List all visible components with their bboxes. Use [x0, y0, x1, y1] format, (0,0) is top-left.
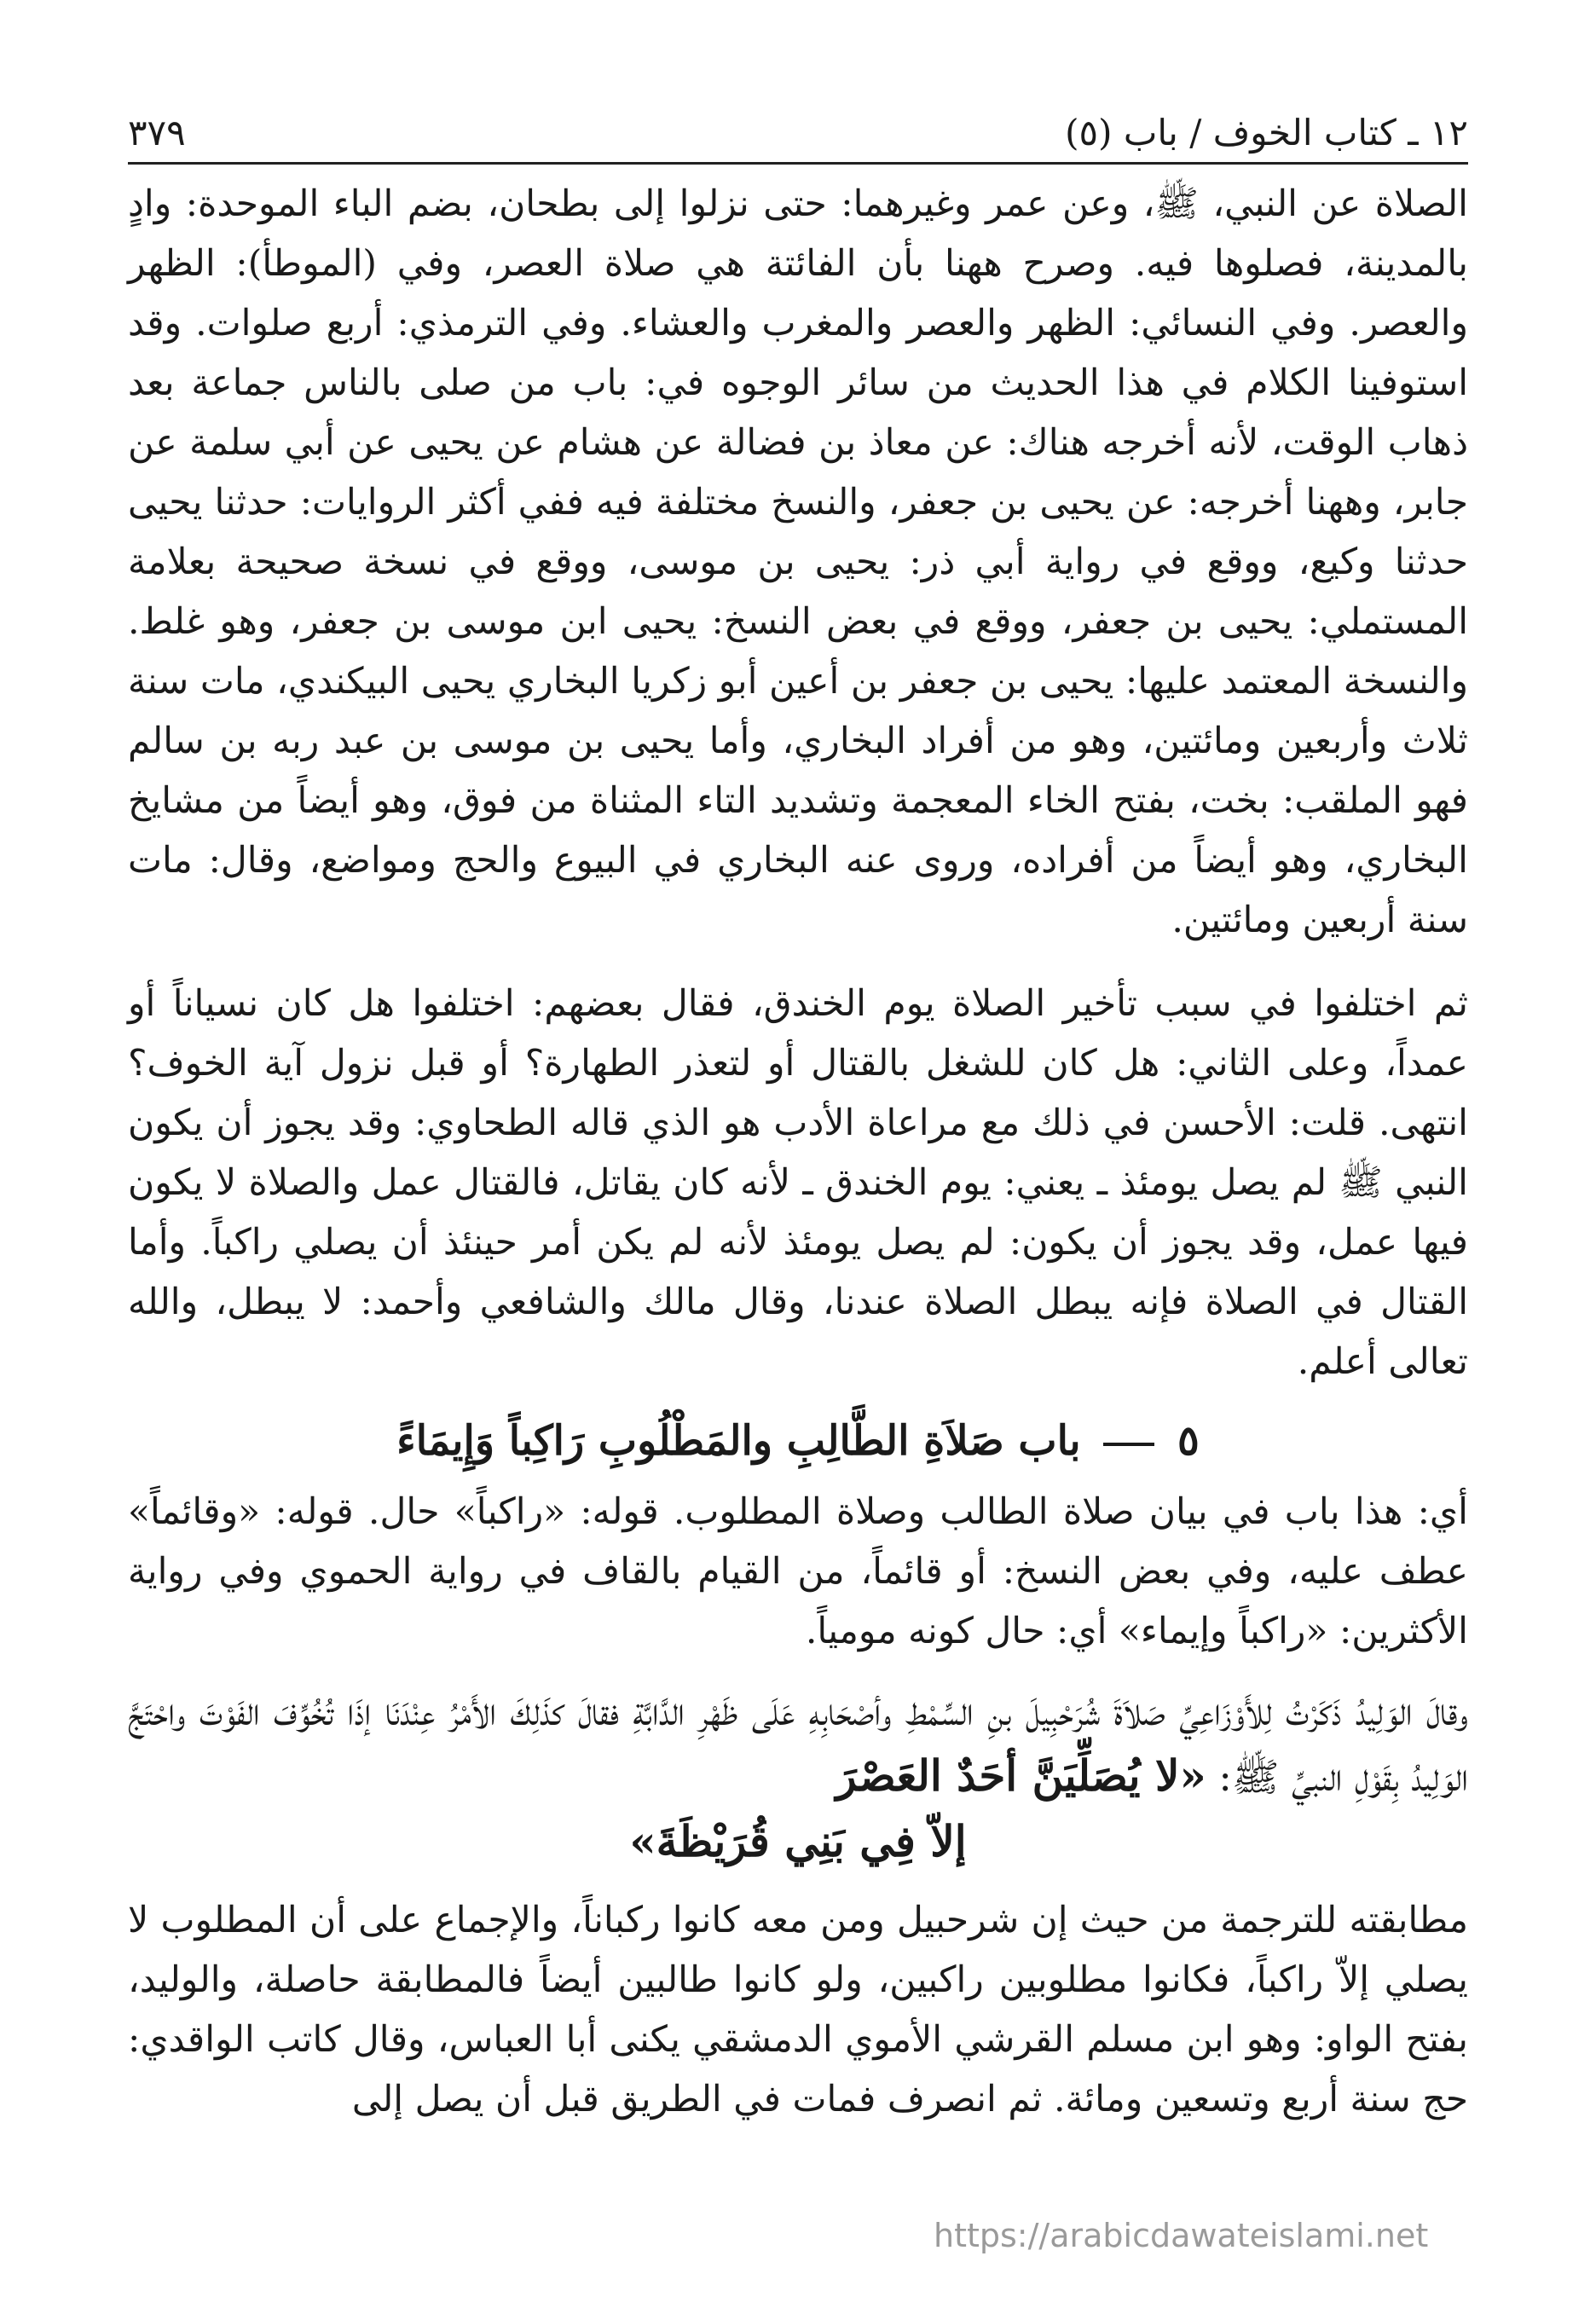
hadith-quote-2: إلاّ فِي بَنِي قُرَيْظَةَ»: [629, 1816, 967, 1866]
header-rule: [128, 162, 1468, 165]
paragraph-3: أي: هذا باب في بيان صلاة الطالب وصلاة المطلوب. قوله: «راكباً» حال. قوله: «وقائماً» عطف عليه، وفي بعض النسخ: أو قائماً، من القيام بالقاف في رواية الحموي وفي رواية الأكثرين: «راكباً وإيماء» أي: حال كونه مومياً.: [128, 1491, 1468, 1652]
running-header: [128, 94, 1468, 153]
hadith-text: وقالَ الوَلِيدُ ذَكَرْتُ لِلأَوْزَاعِيِّ صَلاَةَ شُرَحْبِيلَ بنِ السِّمْطِ وأصْحَابِهِ عَلَى ظَهْرِ الدَّابَّةِ فقالَ كذَلِكَ الأَمْرُ عِنْدَنَا إذَا تُخُوِّفَ الفَوْتَ واحْتَجَّ الوَلِيدُ بِقَوْلِ النبيِّ ﷺ:: [128, 1688, 1468, 1800]
heading-number: ٥: [1177, 1417, 1200, 1465]
hadith-quote-1: «لا يُصَلِّيَنَّ أحَدٌ العَصْرَ: [836, 1750, 1206, 1801]
heading-dash: [1103, 1443, 1154, 1446]
paragraph-2: ثم اختلفوا في سبب تأخير الصلاة يوم الخندق، فقال بعضهم: اختلفوا هل كان نسياناً أو عمداً، وعلى الثاني: هل كان للشغل بالقتال أو لتعذر الطهارة؟ أو قبل نزول آية الخوف؟ انتهى. قلت: الأحسن في ذلك مع مراعاة الأدب هو الذي قاله الطحاوي: وقد يجوز أن يكون النبي ﷺ لم يصل يومئذ ـ يعني: يوم الخندق ـ لأنه كان يقاتل، فالقتال عمل والصلاة لا يكون فيها عمل، وقد يجوز أن يكون: لم يصل يومئذ لأنه لم يكن أمر حينئذ أن يصلي راكباً. وأما القتال في الصلاة فإنه يبطل الصلاة عندنا، وقال مالك والشافعي وأحمد: لا يبطل، والله تعالى أعلم.: [128, 983, 1468, 1383]
paragraph-4: مطابقته للترجمة من حيث إن شرحبيل ومن معه كانوا ركباناً، والإجماع على أن المطلوب لا يصلي إلاّ راكباً، فكانوا مطلوبين راكبين، ولو كانوا طالبين أيضاً فالمطابقة حاصلة، والوليد، بفتح الواو: وهو ابن مسلم القرشي الأموي الدمشقي يكنى أبا العباس، وقال كاتب الواقدي: حج سنة أربع وتسعين ومائة. ثم انصرف فمات في الطريق قبل أن يصل إلى: [128, 1900, 1468, 2120]
page-body: [128, 175, 1468, 2130]
chapter-heading: [128, 1408, 1468, 1474]
hadith-block: [128, 1679, 1468, 1874]
paragraph-1: الصلاة عن النبي، ﷺ، وعن عمر وغيرهما: حتى نزلوا إلى بطحان، بضم الباء الموحدة: وادٍ بالمدينة، فصلوها فيه. وصرح ههنا بأن الفائتة هي صلاة العصر، وفي (الموطأ): الظهر والعصر. وفي النسائي: الظهر والعصر والمغرب والعشاء. وفي الترمذي: أربع صلوات. وقد استوفينا الكلام في هذا الحديث من سائر الوجوه في: باب من صلى بالناس جماعة بعد ذهاب الوقت، لأنه أخرجه هناك: عن معاذ بن فضالة عن هشام عن يحيى عن أبي سلمة عن جابر، وههنا أخرجه: عن يحيى بن جعفر، والنسخ مختلفة فيه ففي أكثر الروايات: حدثنا يحيى حدثنا وكيع، ووقع في رواية أبي ذر: يحيى بن موسى، ووقع في نسخة صحيحة بعلامة المستملي: يحيى بن جعفر، ووقع في بعض النسخ: يحيى ابن موسى بن جعفر، وهو غلط. والنسخة المعتمد عليها: يحيى بن جعفر بن أعين أبو زكريا البخاري يحيى البيكندي، مات سنة ثلاث وأربعين ومائتين، وهو من أفراد البخاري، وأما يحيى بن موسى بن عبد ربه بن سالم فهو الملقب: بخت، بفتح الخاء المعجمة وتشديد التاء المثناة من فوق، وهو أيضاً من مشايخ البخاري، وهو أيضاً من أفراده، وروى عنه البخاري في البيوع والحج ومواضع، وقال: مات سنة أربعين ومائتين.: [128, 183, 1468, 941]
header-title: ١٢ ـ كتاب الخوف / باب (٥): [1065, 112, 1468, 153]
watermark-url: https://arabicdawateislami.net: [934, 2217, 1429, 2254]
heading-text: باب صَلاَةِ الطَّالِبِ والمَطْلُوبِ رَاكِباً وَإِيمَاءً: [396, 1417, 1081, 1465]
page-number: ٣٧٩: [128, 112, 186, 153]
